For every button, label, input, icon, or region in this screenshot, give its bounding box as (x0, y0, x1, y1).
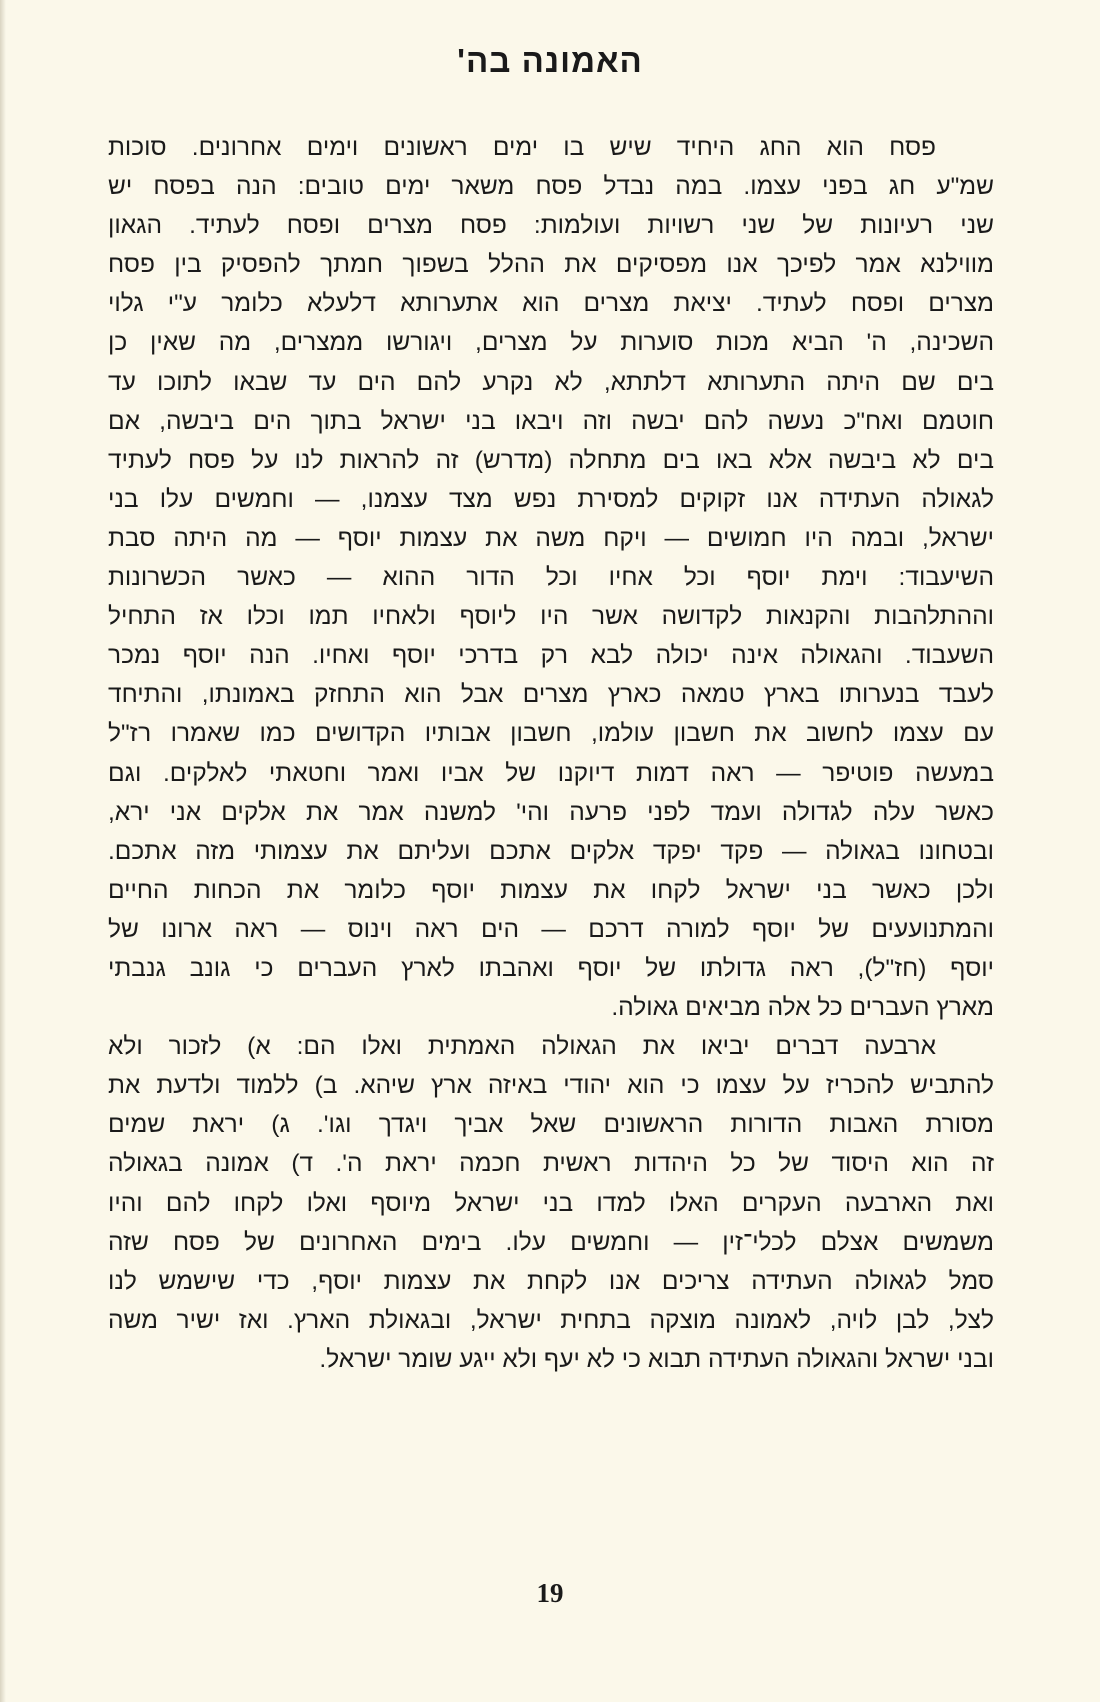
text-line: השכינה, ה' הביא מכות סוערות על מצרים, ויגורשו ממצרים, מה שאין כן (108, 329, 994, 357)
page-edge-shadow (0, 0, 6, 1702)
body-text (108, 128, 994, 1379)
text-line: עם עצמו לחשוב את חשבון עולמו, חשבון אבותיו הקדושים כמו שאמרו רז"ל (108, 720, 994, 748)
text-line: השעבוד. והגאולה אינה יכולה לבא רק בדרכי יוסף ואחיו. הנה יוסף נמכר (108, 642, 994, 670)
text-line: במעשה פוטיפר — ראה דמות דיוקנו של אביו ואמר וחטאתי לאלקים. וגם (108, 759, 994, 787)
text-line: בים שם היתה התערותא דלתתא, לא נקרע להם הים עד שבאו לתוכו עד (108, 368, 994, 396)
text-line: ולכן כאשר בני ישראל לקחו את עצמות יוסף כלומר את הכחות החיים (108, 876, 994, 904)
text-line: השיעבוד: וימת יוסף וכל אחיו וכל הדור ההוא — כאשר הכשרונות (108, 564, 994, 592)
text-line: סמל לגאולה העתידה צריכים אנו לקחת את עצמות יוסף, כדי שישמש לנו (108, 1267, 994, 1295)
text-line: בים לא ביבשה אלא באו בים מתחלה (מדרש) זה להראות לנו על פסח לעתיד (108, 446, 994, 474)
page-title: האמונה בה' (457, 42, 643, 79)
text-line: ישראל, ובמה היו חמושים — ויקח משה את עצמות יוסף — מה היתה סבת (108, 524, 994, 552)
text-line: חוטמם ואח"כ נעשה להם יבשה וזה ויבאו בני ישראל בתוך הים ביבשה, אם (108, 407, 994, 435)
text-line: שמ"ע חג בפני עצמו. במה נבדל פסח משאר ימים טובים: הנה בפסח יש (108, 173, 994, 201)
text-line: שני רעיונות של שני רשויות ועולמות: פסח מצרים ופסח לעתיד. הגאון (108, 212, 994, 240)
text-line: לעבד בנערותו בארץ טמאה כארץ מצרים אבל הוא התחזק באמונתו, והתיחד (108, 681, 994, 709)
text-line-paragraph-end: ובני ישראל והגאולה העתידה תבוא כי לא יעף ולא ייגע שומר ישראל. (319, 1345, 994, 1373)
text-line: ואת הארבעה העקרים האלו למדו בני ישראל מיוסף ואלו לקחו להם והיו (108, 1189, 994, 1217)
text-line: ארבעה דברים יביאו את הגאולה האמתית ואלו הם: א) לזכור ולא (108, 1033, 936, 1061)
text-line: ובטחונו בגאולה — פקד יפקד אלקים אתכם ועליתם את עצמותי מזה אתכם. (108, 837, 994, 865)
text-line: כאשר עלה לגדולה ועמד לפני פרעה והי' למשנה אמר את אלקים אני ירא, (108, 798, 994, 826)
page-number: 19 (536, 1578, 564, 1608)
text-line: מצרים ופסח לעתיד. יציאת מצרים הוא אתערותא דלעלא כלומר ע"י גלוי (108, 290, 994, 318)
text-line: פסח הוא החג היחיד שיש בו ימים ראשונים וימים אחרונים. סוכות (108, 134, 936, 161)
text-line: לצל, לבן לויה, לאמונה מוצקה בתחית ישראל, ובגאולת הארץ. ואז ישיר משה (108, 1306, 994, 1334)
text-line-paragraph-end: מארץ העברים כל אלה מביאים גאולה. (611, 994, 994, 1022)
text-line: זה הוא היסוד של כל היהדות ראשית חכמה יראת ה'. ד) אמונה בגאולה (108, 1150, 994, 1178)
text-line: יוסף (חז"ל), ראה גדולתו של יוסף ואהבתו לארץ העברים כי גונב גנבתי (108, 954, 994, 982)
text-line: מווילנא אמר לפיכך אנו מפסיקים את ההלל בשפוך חמתך להפסיק בין פסח (108, 251, 994, 279)
text-line: והמתנועעים של יוסף למורה דרכם — הים ראה וינוס — ראה ארונו של (108, 915, 994, 943)
text-line: לגאולה העתידה אנו זקוקים למסירת נפש מצד עצמנו, — וחמשים עלו בני (108, 485, 994, 513)
text-line: מסורת האבות הדורות הראשונים שאל אביך ויגדך וגו'. ג) יראת שמים (108, 1111, 994, 1139)
text-line: וההתלהבות והקנאות לקדושה אשר היו ליוסף ולאחיו תמו וכלו אז התחיל (108, 603, 994, 631)
text-line: להתביש להכריז על עצמו כי הוא יהודי באיזה ארץ שיהא. ב) ללמוד ולדעת את (108, 1072, 994, 1100)
text-line: משמשים אצלם לכלי־זין — וחמשים עלו. בימים האחרונים של פסח שזה (108, 1228, 994, 1256)
